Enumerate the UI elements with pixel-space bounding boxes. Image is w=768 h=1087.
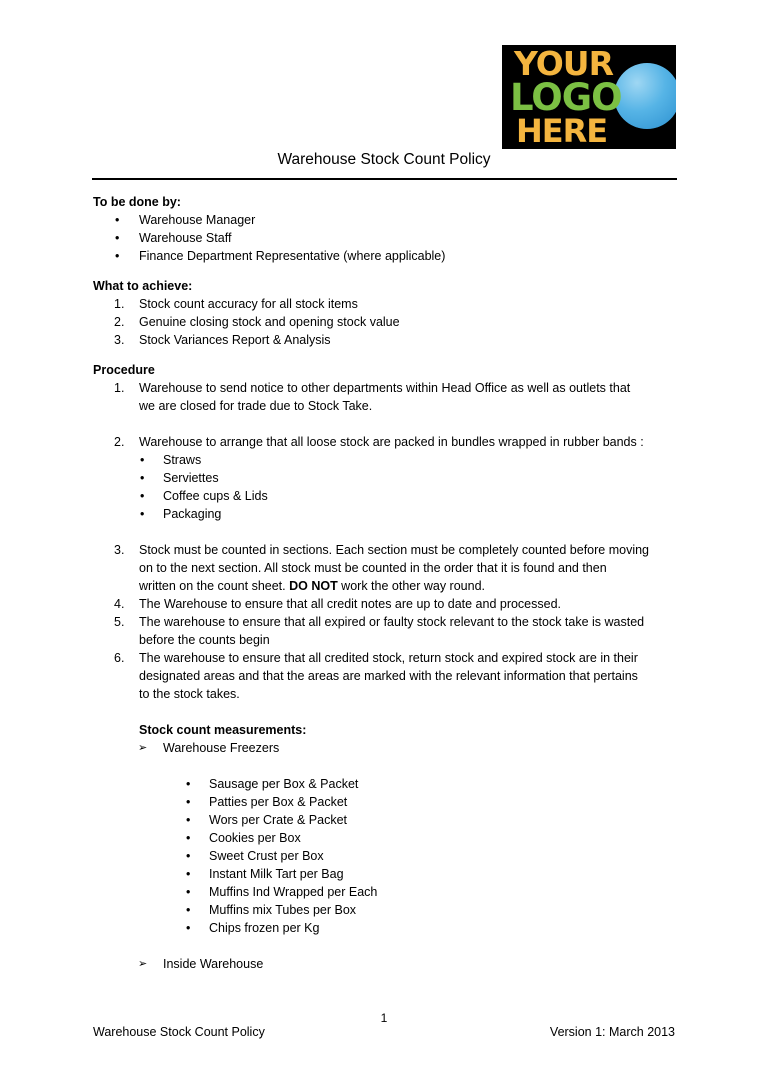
title-divider xyxy=(92,178,677,180)
page-number: 1 xyxy=(380,1011,388,1025)
list-item: • Patties per Box & Packet xyxy=(186,795,348,809)
list-item: • Instant Milk Tart per Bag xyxy=(186,867,344,881)
list-item: • Cookies per Box xyxy=(186,831,301,845)
list-item: • Warehouse Manager xyxy=(115,213,256,227)
list-item: • Muffins mix Tubes per Box xyxy=(186,903,357,917)
what-to-achieve-list xyxy=(93,295,683,349)
footer-title: Warehouse Stock Count Policy xyxy=(93,1025,265,1039)
logo-word-here: HERE xyxy=(516,112,608,149)
footer-version: Version 1: March 2013 xyxy=(549,1025,675,1039)
arrow-bullet-icon: ➢ xyxy=(138,742,148,754)
list-item: 1. Stock count accuracy for all stock items xyxy=(114,297,358,311)
procedure-step-1: 1. Warehouse to send notice to other departments within Head Office as well as outlets that we are closed for trade due to Stock Take. xyxy=(114,381,631,413)
document-body xyxy=(93,193,683,973)
list-item: 2. Genuine closing stock and opening stock value xyxy=(114,315,400,329)
company-logo xyxy=(502,45,676,149)
freezers-label: ➢ Warehouse Freezers xyxy=(138,741,280,755)
list-item: • Serviettes xyxy=(140,471,219,485)
list-item: • Muffins Ind Wrapped per Each xyxy=(186,885,378,899)
inside-warehouse-label: ➢ Inside Warehouse xyxy=(138,957,264,971)
logo-circle xyxy=(614,63,676,129)
arrow-bullet-icon: ➢ xyxy=(138,958,148,970)
list-item: • Chips frozen per Kg xyxy=(186,921,320,935)
list-item: • Wors per Crate & Packet xyxy=(186,813,348,827)
procedure-list xyxy=(93,379,683,703)
list-item: • Sweet Crust per Box xyxy=(186,849,324,863)
list-item: • Warehouse Staff xyxy=(115,231,232,245)
list-item: • Packaging xyxy=(140,507,222,521)
list-item: • Sausage per Box & Packet xyxy=(186,777,359,791)
procedure-step-4: 4. The Warehouse to ensure that all credit notes are up to date and processed. xyxy=(114,597,562,611)
freezer-items-list xyxy=(93,775,683,937)
measurements-heading: Stock count measurements: xyxy=(139,723,307,737)
procedure-step-3: 3. Stock must be counted in sections. Each section must be completely counted before moving on to the next section. All stock must be counted in the order that it is found and then written on the count sheet. DO NOT work the other way round. xyxy=(114,543,649,593)
procedure-step-6: 6. The warehouse to ensure that all credited stock, return stock and expired stock are in their designated areas and that the areas are marked with the relevant information that pertains to the stock takes. xyxy=(114,651,638,701)
list-item: • Straws xyxy=(140,453,202,467)
what-to-achieve-heading: What to achieve: xyxy=(93,279,193,293)
procedure-step-2: 2. Warehouse to arrange that all loose stock are packed in bundles wrapped in rubber bands : xyxy=(114,435,644,449)
document-title: Warehouse Stock Count Policy xyxy=(277,151,491,168)
procedure-step-5: 5. The warehouse to ensure that all expired or faulty stock relevant to the stock take is wasted before the counts begin xyxy=(114,615,645,647)
logo-word-logo: LOGO xyxy=(510,76,622,119)
do-not-emphasis: DO NOT xyxy=(289,579,338,593)
to-be-done-list xyxy=(93,211,683,265)
list-item: 3. Stock Variances Report & Analysis xyxy=(114,333,331,347)
to-be-done-heading: To be done by: xyxy=(93,195,181,209)
logo-word-your: YOUR xyxy=(514,45,613,83)
list-item: • Coffee cups & Lids xyxy=(140,489,268,503)
procedure-heading: Procedure xyxy=(93,363,155,377)
list-item: • Finance Department Representative (where applicable) xyxy=(115,249,446,263)
